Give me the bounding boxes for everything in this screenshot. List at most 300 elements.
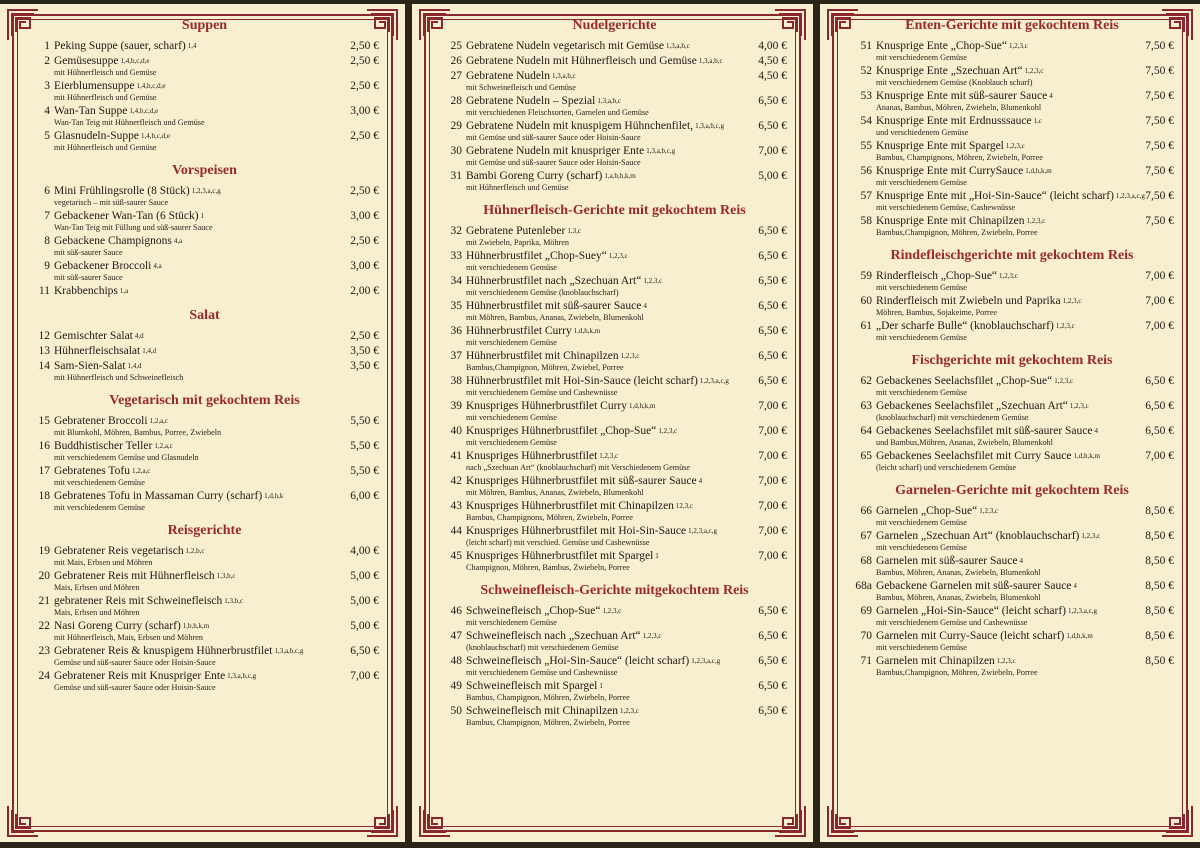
item-description: mit Hühnerfleisch und Gemüse — [54, 143, 157, 152]
item-price: 4,00 € — [758, 40, 787, 52]
menu-item — [442, 145, 787, 168]
item-name: Gebratener Reis mit Hühnerfleisch — [54, 570, 215, 582]
corner-ornament-icon — [773, 8, 807, 42]
menu-item — [850, 555, 1174, 578]
item-allergens: 1,3,a,b,c — [551, 72, 576, 80]
item-price: 7,50 € — [1145, 90, 1174, 102]
item-number: 60 — [860, 295, 872, 307]
item-allergens: 1,3,b,c — [224, 597, 244, 605]
item-number: 32 — [450, 225, 462, 237]
item-price: 2,50 € — [350, 330, 379, 342]
item-allergens: 4 — [1094, 427, 1098, 435]
item-name: Sam-Sien-Salat — [54, 360, 126, 372]
menu-item — [850, 40, 1174, 63]
item-allergens: 1,2,a,c — [149, 417, 169, 425]
item-name: Gebackenes Seelachsfilet „Szechuan Art“ — [876, 400, 1068, 412]
item-price: 6,50 € — [758, 375, 787, 387]
item-description: mit verschiedenem Gemüse — [466, 413, 557, 422]
item-name: Mini Frühlingsrolle (8 Stück) — [54, 185, 190, 197]
item-price: 7,50 € — [1145, 115, 1174, 127]
item-allergens: 1,2,3,c — [996, 657, 1016, 665]
item-number: 31 — [450, 170, 462, 182]
item-price: 7,00 € — [350, 670, 379, 682]
item-description: mit süß-saurer Sauce — [54, 273, 123, 282]
item-name: Knusprige Ente mit Erdnusssauce — [876, 115, 1032, 127]
menu-item — [30, 670, 379, 693]
menu-item — [850, 65, 1174, 88]
section-title: Nudelgerichte — [572, 18, 657, 33]
menu-item — [30, 80, 379, 103]
item-name: Gebackenes Seelachsfilet mit süß-saurer Sauce — [876, 425, 1093, 437]
item-allergens: 1,4,b,c,d,e — [140, 132, 170, 140]
item-number: 24 — [38, 670, 50, 682]
corner-ornament-icon — [773, 804, 807, 838]
menu-item — [442, 250, 787, 273]
item-name: Gebratener Reis vegetarisch — [54, 545, 184, 557]
item-name: Gebratene Nudeln vegetarisch mit Gemüse — [466, 40, 664, 52]
menu-item — [30, 345, 379, 358]
item-name: Knusprige Ente mit Chinapilzen — [876, 215, 1025, 227]
item-price: 7,00 € — [1145, 320, 1174, 332]
item-description: mit Möhren, Bambus, Ananas, Zwiebeln, Blumenkohl — [466, 313, 644, 322]
item-name: Schweinefleisch „Hoi-Sin-Sauce“ (leicht scharf) — [466, 655, 690, 667]
menu-item — [442, 630, 787, 653]
item-number: 55 — [860, 140, 872, 152]
section-title: Suppen — [181, 18, 228, 33]
item-price: 5,50 € — [350, 465, 379, 477]
item-description: Bambus, Möhren, Ananas, Zwiebeln, Blumenkohl — [876, 593, 1041, 602]
item-number: 7 — [44, 210, 50, 222]
menu-item — [30, 210, 379, 233]
item-description: mit verschiedenem Gemüse (knoblauchscharf) — [466, 288, 619, 297]
item-description: mit verschiedenem Gemüse — [466, 438, 557, 447]
section-title: Reisgerichte — [167, 523, 242, 538]
item-allergens: 1,2,3,c — [608, 252, 628, 260]
item-number: 2 — [44, 55, 50, 67]
item-name: Krabbenchips — [54, 285, 118, 297]
corner-ornament-icon — [365, 804, 399, 838]
item-description: mit verschiedenem Gemüse und Glasnudeln — [54, 453, 199, 462]
item-allergens: 1,2,3,c — [999, 272, 1018, 280]
item-name: Knusprige Ente mit süß-saurer Sauce — [876, 90, 1048, 102]
menu-item — [442, 655, 787, 678]
item-name: Gebratenes Tofu in Massaman Curry (scharf) — [54, 490, 263, 502]
item-number: 69 — [860, 605, 872, 617]
item-name: Wan-Tan Suppe — [54, 105, 128, 117]
item-description: vegetarisch – mit süß-saurer Sauce — [54, 198, 169, 207]
item-allergens: 1,2,3,c — [658, 427, 678, 435]
item-number: 59 — [860, 270, 872, 282]
item-allergens: 1,2,3,c — [1008, 42, 1028, 50]
menu-item — [442, 120, 787, 143]
item-name: Gebratene Nudeln – Spezial — [466, 95, 596, 107]
item-price: 6,50 € — [758, 605, 787, 617]
menu-item — [442, 450, 787, 473]
item-price: 8,50 € — [1145, 655, 1174, 667]
item-allergens: 1,a — [119, 287, 129, 295]
item-name: gebratener Reis mit Schweinefleisch — [54, 595, 223, 607]
item-description: Bambus, Champignons, Möhren, Zwiebeln, Porree — [876, 153, 1043, 162]
item-description: Bambus,Champignon, Möhren, Zwiebeln, Porree — [876, 668, 1038, 677]
menu-item — [30, 620, 379, 643]
item-description: Mais, Erbsen und Möhren — [54, 583, 140, 592]
corner-ornament-icon — [365, 8, 399, 42]
item-description: mit verschiedenem Gemüse (Knoblauch scharf) — [876, 78, 1033, 87]
menu-item — [30, 260, 379, 283]
item-allergens: 1,b,h,k,m — [182, 622, 210, 630]
item-description: mit Hühnerfleisch und Gemüse — [54, 93, 157, 102]
item-price: 4,00 € — [350, 545, 379, 557]
item-number: 41 — [450, 450, 462, 462]
item-name: Gebratener Reis mit Knuspriger Ente — [54, 670, 226, 682]
item-price: 7,00 € — [1145, 450, 1174, 462]
menu-item — [30, 595, 379, 618]
menu-item — [442, 55, 787, 68]
item-price: 2,50 € — [350, 235, 379, 247]
item-allergens: 1 — [655, 552, 659, 560]
item-allergens: 1,a,b,h,k,m — [604, 172, 636, 180]
item-description: mit Zwiebeln, Paprika, Möhren — [466, 238, 570, 247]
menu-section — [30, 308, 379, 383]
item-name: Knuspriges Hühnerbrustfilet mit Hoi-Sin-Sauce — [466, 525, 687, 537]
item-name: Schweinefleisch mit Spargel — [466, 680, 598, 692]
item-description: mit verschiedenem Gemüse — [876, 53, 967, 62]
item-allergens: 1,2,3,a,c,g — [688, 527, 718, 535]
corner-ornament-icon — [6, 804, 40, 838]
item-price: 2,50 € — [350, 40, 379, 52]
item-name: Gebratene Nudeln mit knuspriger Ente — [466, 145, 645, 157]
item-description: Mais, Erbsen und Möhren — [54, 608, 140, 617]
item-name: Garnelen mit süß-saurer Sauce — [876, 555, 1018, 567]
menu-section — [30, 18, 379, 153]
item-price: 7,00 € — [1145, 270, 1174, 282]
item-description: Bambus, Champignon, Möhren, Zwiebeln, Porree — [466, 718, 630, 727]
menu-section — [850, 353, 1174, 473]
item-price: 3,00 € — [350, 210, 379, 222]
item-allergens: 4 — [1049, 92, 1053, 100]
item-description: Wan-Tan Teig mit Hühnerfleisch und Gemüse — [54, 118, 205, 127]
item-allergens: 1 — [200, 212, 205, 220]
item-number: 5 — [44, 130, 50, 142]
item-allergens: 1,2,3,c — [602, 607, 622, 615]
item-description: Bambus, Champignon, Möhren, Zwiebeln, Porree — [466, 693, 630, 702]
menu-section — [850, 18, 1174, 238]
item-name: Knuspriges Hühnerbrustfilet mit Chinapilzen — [466, 500, 674, 512]
menu-item — [850, 450, 1174, 473]
item-price: 6,50 € — [350, 645, 379, 657]
item-number: 43 — [450, 500, 462, 512]
item-allergens: 1,3,a,b,c — [665, 42, 690, 50]
item-number: 40 — [450, 425, 462, 437]
item-price: 4,50 € — [758, 55, 787, 67]
item-allergens: 1,c — [1033, 117, 1042, 125]
item-number: 36 — [450, 325, 462, 337]
item-name: Gebackener Broccoli — [54, 260, 152, 272]
item-description: mit verschiedenem Gemüse und Cashewnüsse — [466, 388, 618, 397]
item-allergens: 12,3,c — [675, 502, 694, 510]
item-price: 7,50 € — [1145, 40, 1174, 52]
item-name: Gebratene Nudeln mit Hühnerfleisch und Gemüse — [466, 55, 697, 67]
item-description: mit verschiedenem Gemüse — [54, 503, 145, 512]
item-name: Gebackene Garnelen mit süß-saurer Sauce — [876, 580, 1072, 592]
item-number: 67 — [860, 530, 872, 542]
section-title: Hühnerfleisch-Gerichte mit gekochtem Reis — [483, 203, 746, 218]
menu-item — [850, 190, 1174, 213]
item-description: mit verschiedenem Gemüse — [876, 333, 967, 342]
item-allergens: 4,a — [153, 262, 162, 270]
item-description: mit verschiedenem Gemüse — [876, 543, 967, 552]
item-allergens: 1,d,h,k — [264, 492, 284, 500]
menu-item — [442, 70, 787, 93]
menu-section — [442, 18, 787, 193]
section-title: Garnelen-Gerichte mit gekochtem Reis — [895, 483, 1129, 498]
menu-item — [442, 225, 787, 248]
section-title: Enten-Gerichte mit gekochtem Reis — [905, 18, 1119, 33]
item-number: 26 — [450, 55, 462, 67]
item-name: Schweinefleisch mit Chinapilzen — [466, 705, 619, 717]
menu-item — [850, 90, 1174, 113]
item-price: 7,00 € — [758, 450, 787, 462]
item-name: Knuspriges Hühnerbrustfilet mit süß-saurer Sauce — [466, 475, 697, 487]
menu-item — [850, 425, 1174, 448]
section-title: Fischgerichte mit gekochtem Reis — [911, 353, 1113, 368]
item-price: 2,50 € — [350, 55, 379, 67]
item-name: „Der scharfe Bulle“ (knoblauchscharf) — [876, 320, 1054, 332]
item-name: Gebratener Broccoli — [54, 415, 148, 427]
item-number: 25 — [450, 40, 462, 52]
section-title: Vegetarisch mit gekochtem Reis — [109, 393, 300, 408]
item-number: 28 — [450, 95, 462, 107]
item-allergens: 1,2,3,c — [599, 452, 619, 460]
item-number: 46 — [450, 605, 462, 617]
item-name: Garnelen mit Chinapilzen — [876, 655, 995, 667]
item-number: 9 — [44, 260, 50, 272]
item-description: Champignon, Möhren, Bambus, Zwiebeln, Porree — [466, 563, 630, 572]
item-allergens: 1,4,b,c,d,e — [120, 57, 150, 65]
item-number: 51 — [860, 40, 872, 52]
menu-item — [442, 350, 787, 373]
item-price: 7,00 € — [758, 550, 787, 562]
item-name: Schweinefleisch „Chop-Sue“ — [466, 605, 601, 617]
item-allergens: 1,4,b,c,d,e — [136, 82, 166, 90]
item-allergens: 1,2,3,c — [1024, 67, 1044, 75]
item-description: Gemüse und süß-saurer Sauce oder Hoisin-Sauce — [54, 658, 216, 667]
item-price: 4,50 € — [758, 70, 787, 82]
menu-item — [442, 550, 787, 573]
item-number: 61 — [860, 320, 872, 332]
item-number: 22 — [38, 620, 50, 632]
menu-item — [850, 580, 1174, 603]
item-description: mit Hühnerfleisch, Mais, Erbsen und Möhren — [54, 633, 203, 642]
item-number: 39 — [450, 400, 462, 412]
item-price: 8,50 € — [1145, 580, 1174, 592]
menu-item — [30, 415, 379, 438]
item-allergens: 1 — [599, 682, 603, 690]
item-description: (leicht scharf) und verschiedenem Gemüse — [876, 463, 1017, 472]
item-price: 7,00 € — [758, 500, 787, 512]
item-description: mit Gemüse und süß-saurer Sauce oder Hoisin-Sauce — [466, 133, 641, 142]
menu-item — [30, 545, 379, 568]
item-price: 8,50 € — [1145, 505, 1174, 517]
item-price: 6,50 € — [1145, 375, 1174, 387]
item-description: nach „Szechuan Art“ (knoblauchscharf) mit Verschiedenem Gemüse — [466, 463, 691, 472]
item-price: 8,50 € — [1145, 530, 1174, 542]
item-name: Gemischter Salat — [54, 330, 133, 342]
item-description: Möhren, Bambus, Sojakeime, Porree — [876, 308, 997, 317]
item-name: Gebratene Putenleber — [466, 225, 566, 237]
item-number: 3 — [44, 80, 50, 92]
item-allergens: 4,d — [134, 332, 144, 340]
item-number: 42 — [450, 475, 462, 487]
item-description: mit verschiedenem Gemüse — [876, 518, 967, 527]
item-name: Knusprige Ente „Chop-Sue“ — [876, 40, 1007, 52]
menu-item — [850, 270, 1174, 293]
item-number: 11 — [38, 285, 50, 297]
menu-item — [30, 185, 379, 208]
item-description: mit verschiedenem Gemüse — [466, 263, 557, 272]
menu-item — [30, 465, 379, 488]
item-number: 34 — [450, 275, 462, 287]
menu-item — [442, 375, 787, 398]
item-number: 38 — [450, 375, 462, 387]
menu-item — [30, 645, 379, 668]
corner-ornament-icon — [6, 8, 40, 42]
item-price: 6,50 € — [1145, 400, 1174, 412]
menu-item — [442, 170, 787, 193]
menu-item — [442, 95, 787, 118]
item-name: Bambi Goreng Curry (scharf) — [466, 170, 603, 182]
item-name: Gebackenes Seelachsfilet mit Curry Sauce — [876, 450, 1072, 462]
item-allergens: 1,d,h,k,m — [573, 327, 601, 335]
item-number: 62 — [860, 375, 872, 387]
item-price: 6,00 € — [350, 490, 379, 502]
item-description: Bambus, Möhren, Ananas, Zwiebeln, Blumenkohl — [876, 568, 1041, 577]
item-number: 68 — [860, 555, 872, 567]
item-number: 35 — [450, 300, 462, 312]
item-number: 64 — [860, 425, 872, 437]
item-allergens: 1,3,a,b,c,g — [227, 672, 257, 680]
item-price: 2,50 € — [350, 80, 379, 92]
item-price: 7,00 € — [758, 145, 787, 157]
item-price: 5,00 € — [350, 620, 379, 632]
item-price: 7,50 € — [1145, 215, 1174, 227]
menu-item — [30, 105, 379, 128]
item-price: 7,50 € — [1145, 190, 1174, 202]
menu-item — [442, 275, 787, 298]
menu-item — [850, 505, 1174, 528]
menu-section — [442, 203, 787, 573]
menu-item — [850, 630, 1174, 653]
item-price: 5,00 € — [350, 570, 379, 582]
item-allergens: 1,2,3,c — [979, 507, 999, 515]
item-number: 8 — [44, 235, 50, 247]
item-name: Knuspriges Hühnerbrustfilet Curry — [466, 400, 627, 412]
item-name: Garnelen „Szechuan Art“ (knoblauchscharf) — [876, 530, 1080, 542]
item-allergens: 1,3,a,b,c — [698, 57, 723, 65]
item-number: 18 — [38, 490, 50, 502]
item-price: 7,50 € — [1145, 65, 1174, 77]
item-allergens: 1,3,a,b,c,g — [695, 122, 725, 130]
item-name: Buddhistischer Teller — [54, 440, 153, 452]
item-allergens: 4 — [1019, 557, 1023, 565]
menu-item — [442, 475, 787, 498]
item-description: mit verschiedenem Gemüse — [876, 283, 967, 292]
item-allergens: 1,4 — [187, 42, 197, 50]
item-allergens: 4,a — [173, 237, 183, 245]
item-number: 68a — [855, 580, 872, 592]
menu-item — [442, 525, 787, 548]
item-description: mit süß-saurer Sauce — [54, 248, 123, 257]
item-allergens: 1,4,b,c,d,e — [129, 107, 159, 115]
menu-item — [442, 705, 787, 728]
item-description: Ananas, Bambus, Möhren, Zwiebeln, Blumenkohl — [876, 103, 1042, 112]
item-price: 2,00 € — [350, 285, 379, 297]
item-description: Wan-Tan Teig mit Füllung und süß-saurer Sauce — [54, 223, 213, 232]
item-allergens: 1,2,3,a,c,g — [1115, 192, 1145, 200]
item-number: 52 — [860, 65, 872, 77]
menu-item — [442, 425, 787, 448]
item-price: 3,00 € — [350, 260, 379, 272]
menu-item — [30, 570, 379, 593]
item-price: 3,50 € — [350, 360, 379, 372]
item-allergens: 1,4,d — [142, 347, 157, 355]
menu-item — [850, 165, 1174, 188]
section-title: Schweinefleisch-Gerichte mitgekochtem Reis — [480, 583, 749, 598]
menu-section — [30, 393, 379, 513]
item-description: (knoblauchscharf) mit verschiedenem Gemüse — [876, 413, 1029, 422]
item-name: Gebackene Champignons — [54, 235, 172, 247]
menu-item — [30, 360, 379, 383]
item-price: 6,50 € — [758, 325, 787, 337]
item-number: 1 — [44, 40, 50, 52]
menu-item — [850, 530, 1174, 553]
menu-item — [30, 440, 379, 463]
item-price: 7,00 € — [758, 475, 787, 487]
item-number: 4 — [44, 105, 50, 117]
item-name: Hühnerbrustfilet Curry — [466, 325, 572, 337]
menu-item — [30, 235, 379, 258]
menu-item — [30, 40, 379, 53]
item-price: 3,50 € — [350, 345, 379, 357]
item-allergens: 1,2,3,c — [1081, 532, 1101, 540]
item-number: 13 — [38, 345, 50, 357]
item-number: 49 — [450, 680, 462, 692]
item-number: 58 — [860, 215, 872, 227]
item-name: Knuspriges Hühnerbrustfilet mit Spargel — [466, 550, 654, 562]
item-price: 7,00 € — [1145, 295, 1174, 307]
item-allergens: 1,2,a,c — [131, 467, 151, 475]
item-price: 7,00 € — [758, 400, 787, 412]
item-description: mit Hühnerfleisch und Gemüse — [54, 68, 157, 77]
item-name: Gemüsesuppe — [54, 55, 119, 67]
menu-item — [30, 285, 379, 298]
item-price: 6,50 € — [758, 275, 787, 287]
item-allergens: 1,2,3,c — [1005, 142, 1025, 150]
menu-item — [850, 655, 1174, 678]
item-name: Hühnerbrustfilet „Chop-Suey“ — [466, 250, 607, 262]
item-name: Peking Suppe (sauer, scharf) — [54, 40, 186, 52]
item-name: Nasi Goreng Curry (scharf) — [54, 620, 181, 632]
menu-panel-middle — [412, 4, 813, 842]
item-allergens: 1,d,h,k,m — [1025, 167, 1052, 175]
item-price: 7,50 € — [1145, 140, 1174, 152]
item-name: Garnelen „Hoi-Sin-Sauce“ (leicht scharf) — [876, 605, 1066, 617]
item-name: Knusprige Ente „Szechuan Art“ — [876, 65, 1023, 77]
item-name: Hühnerbrustfilet mit Hoi-Sin-Sauce (leicht scharf) — [466, 375, 698, 387]
menu-item — [30, 490, 379, 513]
item-number: 48 — [450, 655, 462, 667]
menu-item — [30, 330, 379, 343]
